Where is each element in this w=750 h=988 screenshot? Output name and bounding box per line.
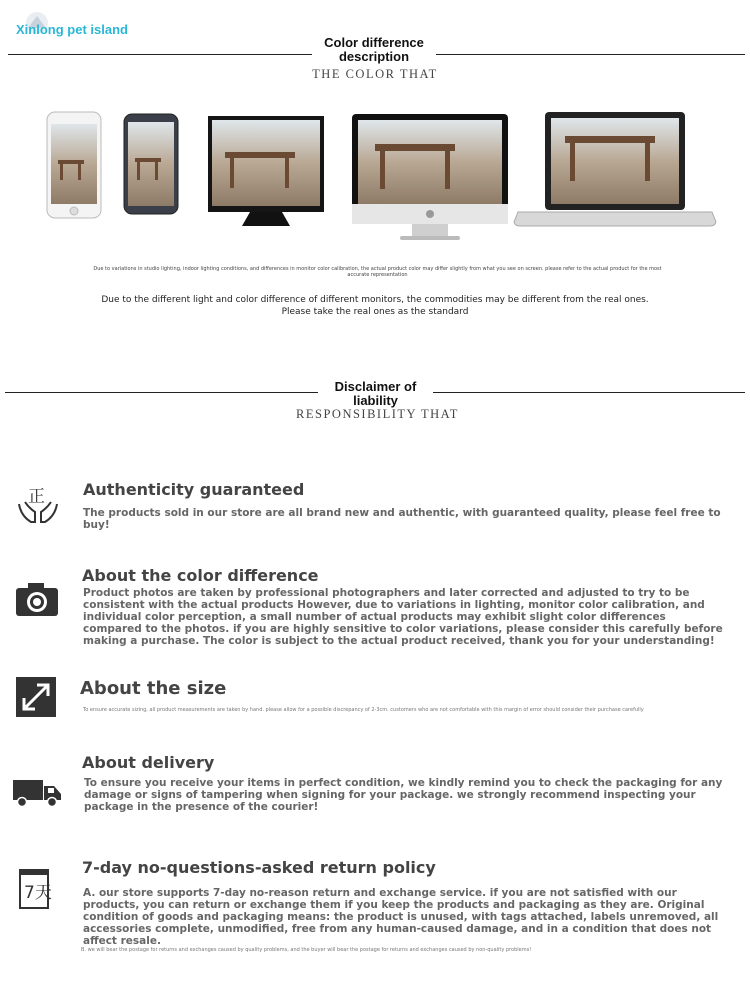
laptop-device <box>514 112 716 226</box>
color-note-line2: Please take the real ones as the standard <box>281 307 469 317</box>
brand-name: Xinlong pet island <box>16 22 128 37</box>
item-body-color: Product photos are taken by professional photographers and later corrected and adjusted to try to be consistent with the actual products However, due to variations in lighting, monitor color calibration, and individual color perception, a small number of actual products may exhibit slight color differences compared to the photos. if you are highly sensitive to color variations, please consider this carefully before making a purchase. The color is subject to the actual product received, thank you for your understanding! <box>83 587 723 647</box>
resize-arrow-icon <box>15 676 61 716</box>
device-illustration <box>40 108 720 248</box>
color-note-line1: Due to the different light and color difference of different monitors, the commodities may be different from the real ones. <box>101 295 649 305</box>
delivery-truck-icon <box>12 776 58 816</box>
phone-white-device <box>47 112 101 218</box>
svg-text:正: 正 <box>28 487 45 507</box>
item-tiny-return: B. we will bear the postage for returns and exchanges caused by quality problems, and the buyer will bear the postage for returns and exchanges caused by non-quality problems! <box>81 947 532 953</box>
item-title-color: About the color difference <box>82 566 319 585</box>
item-title-delivery: About delivery <box>82 753 215 772</box>
item-body-size: To ensure accurate sizing, all product measurements are taken by hand. please allow for a possible discrepancy of 2-3cm. customers who are not comfortable with this margin of error should consider their purchase carefully <box>83 707 644 713</box>
color-section-subtitle: THE COLOR THAT <box>312 67 438 81</box>
seven-day-calendar-icon <box>17 866 63 906</box>
item-title-return: 7-day no-questions-asked return policy <box>82 858 436 877</box>
phone-dark-device <box>124 114 178 214</box>
camera-icon <box>14 580 60 620</box>
disclaimer-section-title: Disclaimer of liability <box>318 380 433 408</box>
authentic-hands-icon <box>15 482 61 522</box>
color-tiny-note: Due to variations in studio lighting, indoor lighting conditions, and differences in monitor color calibration, the actual product color may differ slightly from what you see on screen. please refer to the actual product for the most accurate representation <box>93 266 662 278</box>
item-body-delivery: To ensure you receive your items in perfect condition, we kindly remind you to check the packaging for any damage or signs of tampering when signing for your package. we strongly recommend inspecting your package in the presence of the courier! <box>84 777 723 813</box>
color-section-title: Color difference description <box>312 36 436 64</box>
disclaimer-section-subtitle: RESPONSIBILITY THAT <box>296 407 459 421</box>
imac-device <box>352 114 508 240</box>
item-body-authenticity: The products sold in our store are all brand new and authentic, with guaranteed quality, please feel free to buy! <box>83 507 721 531</box>
item-title-authenticity: Authenticity guaranteed <box>83 480 305 499</box>
item-body-return: A. our store supports 7-day no-reason return and exchange service. if you are not satisfied with our products, you can return or exchange them if you keep the products and packaging as they are. Original condition of goods and packaging means: the product is unused, with tags attached, labels unremoved, all accessories complete, unmodified, free from any human-caused damage, and in a condition that does not affect resale. <box>83 887 719 947</box>
item-title-size: About the size <box>80 678 227 699</box>
monitor-device <box>208 116 324 226</box>
svg-text:7天: 7天 <box>24 883 52 903</box>
